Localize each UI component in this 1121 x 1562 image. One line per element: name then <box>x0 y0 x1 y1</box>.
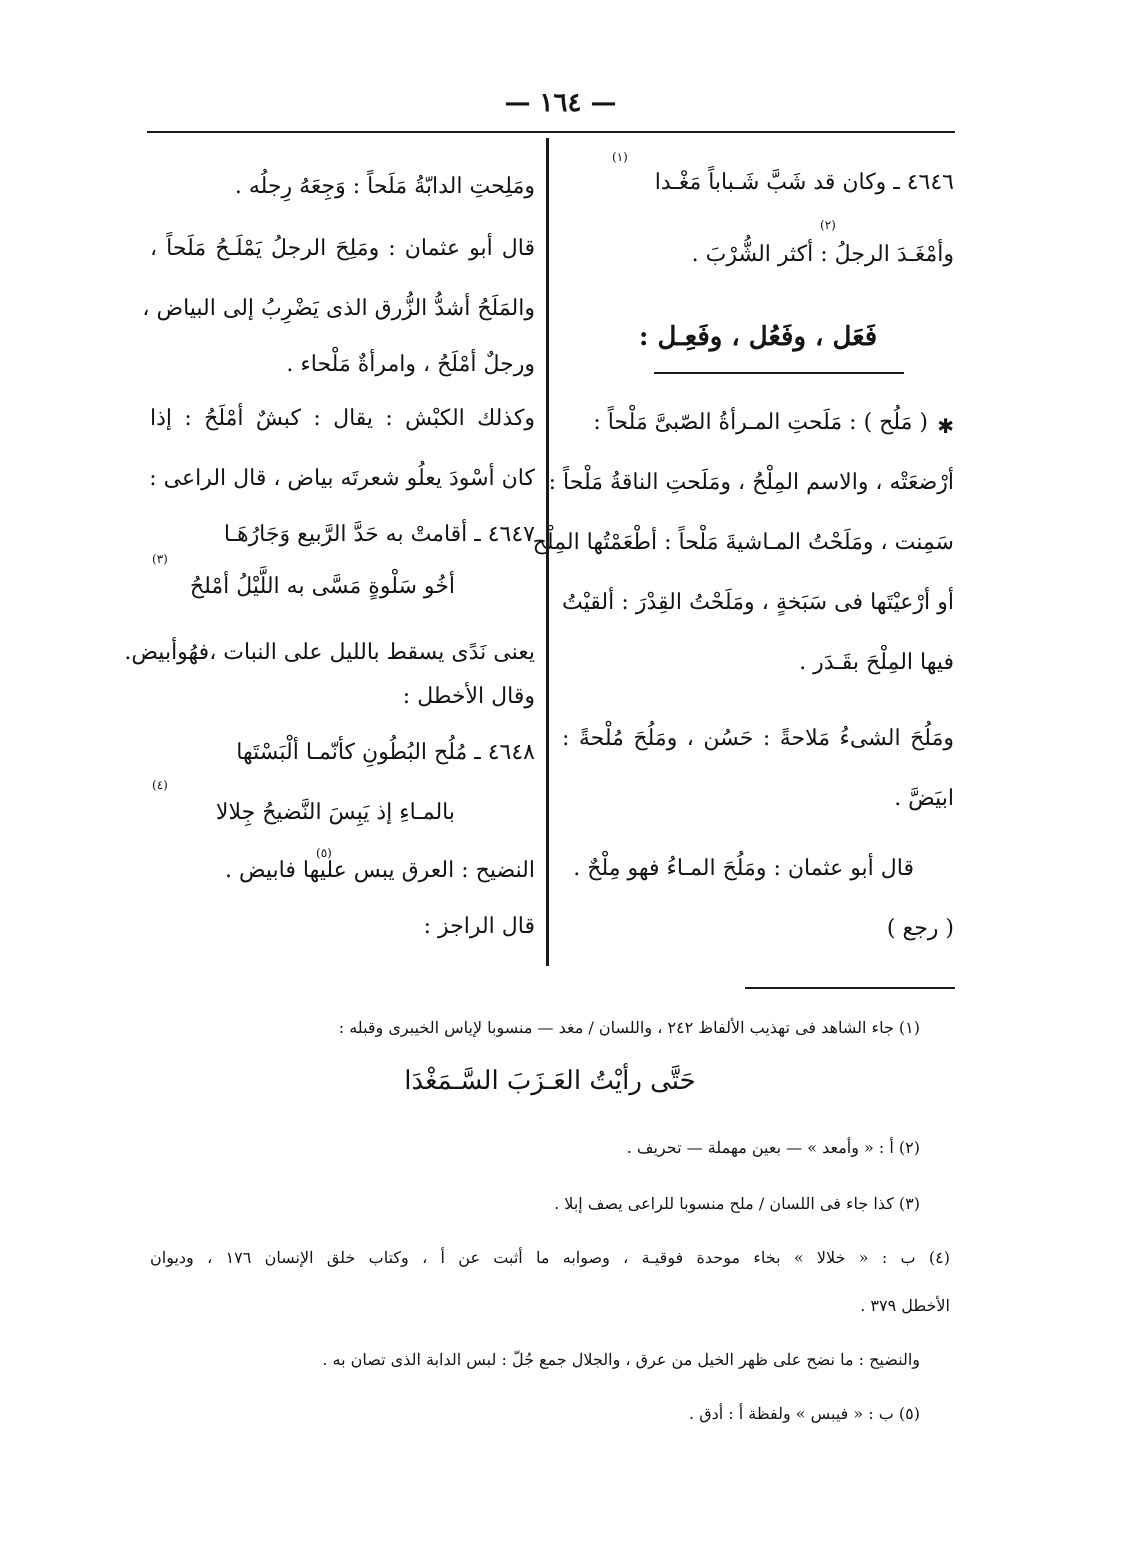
text-line: قال أبو عثمان : ومَلُحَ المـاءُ فهو مِلْحٌ . <box>573 856 914 881</box>
footnote-mark-5: (٥) <box>316 846 332 860</box>
text-line: ومَلِحتِ الدابّةُ مَلَحاً : وَجِعَهُ رِجلُه . <box>234 174 535 199</box>
text-line: قال أبو عثمان : ومَلِحَ الرجلُ يَمْلَـحُ مَلَحاً ، <box>150 236 535 261</box>
text-line: ومَلُحَ الشىءُ مَلاحةً : حَسُن ، ومَلُحَ مُلْحةً : <box>562 726 954 751</box>
footnote-5: (٥) ب : « فيبس » ولفظة أ : أدق . <box>689 1404 920 1423</box>
text-line: سَمِنت ، ومَلَحْتُ المـاشيةَ مَلْحاً : أطْعَمْتُها المِلْح <box>532 530 954 555</box>
text-line: والمَلَحُ أشدُّ الزُّرق الذى يَضْرِبُ إلى البياض ، <box>142 296 535 321</box>
footnote-1-verse: حَتَّى رأيْتُ العَـزَبَ السَّـمَغْدَا <box>404 1066 696 1096</box>
text-line: أو أرْعيْتَها فى سَبَخةٍ ، ومَلَحْتُ القِدْرَ : ألقيْتُ <box>562 590 954 615</box>
footnote-separator <box>745 987 955 989</box>
text-line: أرْضعَتْه ، والاسم المِلْحُ ، ومَلَحتِ الناقةُ مَلْحاً : <box>548 470 954 495</box>
footnote-mark-3: (٣) <box>152 552 168 566</box>
text-line: قال الراجز : <box>423 914 535 939</box>
footnote-3: (٣) كذا جاء فى اللسان / ملح منسوبا للراعى يصف إبلا . <box>554 1194 920 1213</box>
footnote-4-note: والنضيح : ما نضح على ظهر الخيل من عرق ، والجلال جمع جُلّ : لبس الدابة الذى تصان به . <box>322 1350 920 1369</box>
footnote-mark-1: (١) <box>612 150 628 164</box>
text-line: النضيح : العرق يبس عليها فابيض . <box>224 858 535 883</box>
text-line: ورجلٌ أمْلَحُ ، وامرأةٌ مَلْحاء . <box>286 352 535 377</box>
verse-4647-second-hemistich: أخُو سَلْوةٍ مَسَّى به اللَّيْلُ أمْلحُ <box>189 574 455 599</box>
text-line: يعنى نَدًى يسقط بالليل على النبات ،فهُوأبيض. <box>124 640 535 665</box>
entry-headword-line: ( مَلُح ) : مَلَحتِ المـرأةُ الصّبىَّ مَلْحاً : <box>593 410 928 435</box>
text-line: فيها المِلْحَ بقَـدَر . <box>799 650 954 675</box>
footnote-4-continued: الأخطل ٣٧٩ . <box>860 1296 950 1315</box>
text-line: ابيَضَّ . <box>894 786 954 811</box>
page-number: — ١٦٤ — <box>504 88 617 118</box>
return-marker: ( رجع ) <box>886 916 954 941</box>
header-rule <box>147 131 955 133</box>
verse-4648-first-hemistich: ٤٦٤٨ ـ مُلُح البُطُونِ كأنّمـا ألْبَسْتَها <box>236 740 535 765</box>
text-line: وقال الأخطل : <box>402 684 535 709</box>
entry-star-icon: ✱ <box>937 414 954 438</box>
footnote-2: (٢) أ : « وأمعد » — بعين مهملة — تحريف . <box>626 1138 920 1157</box>
footnote-mark-4: (٤) <box>152 778 168 792</box>
section-heading-rule <box>654 372 904 374</box>
text-line: وأمْغَـدَ الرجلُ : أكثر الشُّرْبَ . <box>691 242 954 267</box>
footnote-1: (١) جاء الشاهد فى تهذيب الألفاظ ٢٤٢ ، واللسان / مغد — منسوبا لإياس الخيبرى وقبله : <box>338 1018 920 1037</box>
text-line: وكذلك الكبْش : يقال : كبشٌ أمْلَحُ : إذا <box>150 406 535 431</box>
text-line: كان أسْودَ يعلُو شعرتَه بياض ، قال الراعى : <box>149 466 535 491</box>
verse-4648-second-hemistich: بالمـاءِ إذ يَبِسَ النَّضيحُ جِلالا <box>215 800 455 825</box>
footnote-4: (٤) ب : « خلالا » بخاء موحدة فوقيـة ، وصوابه ما أثبت عن أ ، وكتاب خلق الإنسان ١٧٦ ، وديوان <box>150 1248 950 1267</box>
section-heading: فَعَل ، وفَعُل ، وفَعِـل : <box>638 322 878 352</box>
footnote-mark-2: (٢) <box>820 218 836 232</box>
verse-4647-first-hemistich: ٤٦٤٧ ـ أقامتْ به حَدَّ الرَّبيع وَجَارُهَـا <box>223 522 535 547</box>
verse-4646: ٤٦٤٦ ـ وكان قد شَبَّ شَـباباً مَغْـدا <box>654 170 954 195</box>
